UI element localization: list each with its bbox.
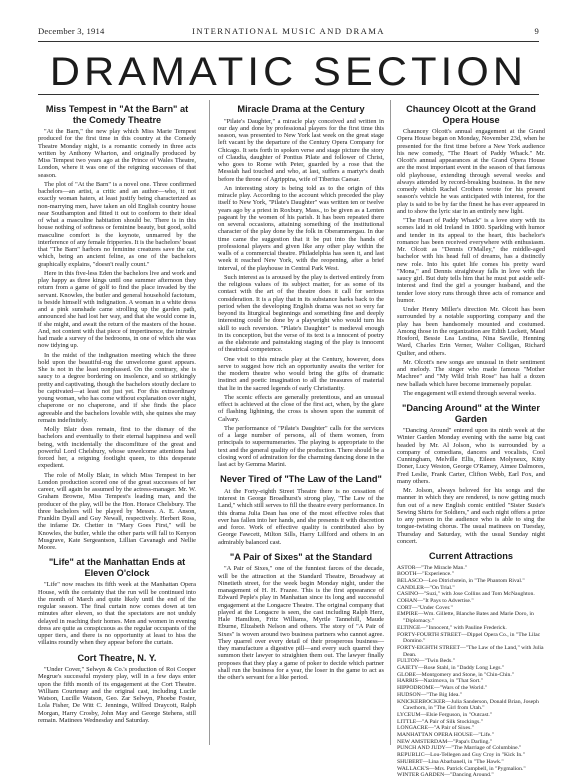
attraction-item: FULTON—"Twin Beds." <box>397 658 545 665</box>
column-divider <box>209 100 210 745</box>
attraction-item: GLOBE—Montgomery and Stone, in "Chin-Chin." <box>397 672 545 679</box>
article-paragraph: Mr. Jolson, always beloved for his songs and the manner in which they are rendered, is now getting much fun out of a new English comic entitled "Sister Susie's Sewing Shirts for Soldiers," and each night offers a prize to any person in the audience who is able to sing the tongue-twisting chorus. The usual matinees on Tuesday, Thursday and Saturday, with the usual Sunday night concert. <box>397 487 545 545</box>
article-paragraph: At the Forty-eighth Street Theatre there is no cessation of interest in George Broadhurst's strong play, "The Law of the Land," which still serves to fill the theatre every performance. In this drama Julia Dean has one of the most effective roles that ever has fallen into her hands, and she presents it with discretion and force. Work of effective quality is contributed also by George Fawcett, Milton Sills, Harry Lillford and others in an admirably balanced cast. <box>218 488 384 546</box>
column-left <box>38 100 196 749</box>
issue-date: December 3, 1914 <box>38 26 104 36</box>
attraction-item: HARRIS—Nazimova, in "That Sort." <box>397 678 545 685</box>
article-paragraph: "Under Cover," Selwyn & Co.'s production of Roi Cooper Megrue's successful mystery play, will in a few days enter upon the fifth month of its engagement at the Cort Theatre. William Courtenay and the original cast, including Lucile Watson, Lucille Watson, Geo. Zar Selwyn, Phoebe Foster, Lola Fisher, De Witt C. Jennings, Wilfred Draycott, Ralph Morgan, Harry Crosby, John May and George Stehens, still remain. Matinees Wednesday and Saturday. <box>38 666 196 724</box>
attraction-item: LONGACRE—"A Pair of Sixes." <box>397 725 545 732</box>
article-headline: Chauncey Olcott at the Grand Opera House <box>397 104 545 125</box>
attraction-item: CORT—"Under Cover." <box>397 605 545 612</box>
attraction-item: SHUBERT—Lina Abarbanell, in "The Hawk." <box>397 759 545 766</box>
attraction-item: KNICKERBOCKER—Julia Sanderson, Donald Brian, Joseph Cawthorn, in "The Girl from Utah." <box>397 699 545 712</box>
article-paragraph: Under Henry Miller's direction Mr. Olcott has been surrounded by a notable supporting company and the play has been handsomely mounted and costumed. Among those in the organization are Edith Luckett, Maud Hosford, Bessie Lea Lestina, Nina Saville, Henning Ward, Charles Erin Verner, Walter Colligan, Richard Quilter, and others. <box>397 306 545 357</box>
attraction-item: REPUBLIC—Lou-Tellegen and Guy Croy in "Kick In." <box>397 752 545 759</box>
attraction-item: PUNCH AND JUDY—"The Marriage of Columbine." <box>397 745 545 752</box>
attraction-item: GAIETY—Rose Stahl, in "Daddy Long Legs." <box>397 665 545 672</box>
attraction-item: WALLACK'S—Mrs. Patrick Campbell, in "Pygmalion." <box>397 766 545 773</box>
article-headline: Cort Theatre, N. Y. <box>38 653 196 664</box>
article-headline: "Dancing Around" at the Winter Garden <box>397 403 545 424</box>
article <box>218 104 384 468</box>
running-header <box>38 26 539 42</box>
attraction-item: LYCEUM—Elsie Ferguson, in "Outcast." <box>397 712 545 719</box>
article-headline: "Life" at the Manhattan Ends at Eleven O'clock <box>38 557 196 578</box>
attraction-item: FORTY-EIGHTH STREET—"The Law of the Land," with Julia Dean. <box>397 645 545 658</box>
article <box>38 104 196 551</box>
attraction-item: CANDLER—"On Trial." <box>397 585 545 592</box>
attraction-item: ELTINGE—"Innocent," with Pauline Frederick. <box>397 625 545 632</box>
article-paragraph: One visit to this miracle play at the Century, however, does serve to suggest how rich an opportunity awaits the writer for the modern theatre who would bring the gifts of dramatic instinct and poetic imagination to all the treasures of material that lie in the sacred legends of early Christianity. <box>218 356 384 392</box>
attraction-item: BOOTH—"Experience." <box>397 571 545 578</box>
attraction-item: COHAN—"It Pays to Advertise." <box>397 598 545 605</box>
attraction-item: EMPIRE—Wm. Gillette, Blanche Bates and Marie Doro, in "Diplomacy." <box>397 611 545 624</box>
attraction-item: BELASCO—Leo Ditrichstein, in "The Phantom Rival." <box>397 578 545 585</box>
article-paragraph: Here in this five-less Eden the bachelors live and work and play happy as three kings until one summer afternoon they return from a game of golf to find the place invaded by the servant. Knowles, the butler and general household factotum, is beside himself with indignation. A woman in a white dress and a pink sunshade came strolling up the garden path, announced she had lost her way, and that she would come in, if she might, and await the return of the masters of the house. And, not content with that piece of impertinence, the intruder had made a survey of the bedrooms, in one of which she was now tidying up. <box>38 270 196 350</box>
article-paragraph: "The Heart of Paddy Whack" is a love story with its scenes laid in old Ireland in 1800. Sparkling with humor and tender in its appeal to the heart, this bachelor's romance has been received everywhere with enthusiasm. Mr. Olcott as "Dennis O'Malley," the middle-aged bachelor with his head full of dreams, has a distinctly new role. Into his quiet life comes his pretty ward "Mona," and Dennis straightway falls in love with the saucy girl. But duty tells him that he must put aside self-interest and find the girl a younger husband, and the tender love story runs through three acts of romance and humor. <box>397 217 545 304</box>
attraction-item: HUDSON—"The Big Idea." <box>397 692 545 699</box>
article <box>38 557 196 646</box>
article-paragraph: "Pilate's Daughter," a miracle play conceived and written in our day and done by professional players for the first time this season, was presented to New York last week on the great stage left vacant by the departure of the Century Opera Company for Chicago. It sets forth in spoken verse and stage picture the story of Claudia, daughter of Pontius Pilate and follower of Christ, who goes to Rome with Peter, guarded by a rose that the Messiah had touched and who, at last, suffers a martyr's death before the throne of Agrippina, wife of Tiberius Caesar. <box>218 118 384 183</box>
column-divider <box>390 100 391 745</box>
article-paragraph: "Life" now reaches its fifth week at the Manhattan Opera House, with the certainty that the run will be continued into the month of March and quite likely until the end of the regular season. The final curtain now comes down at ten minutes after eleven, so that the spectators are not unduly delayed in reaching their homes. Men and women in evening dress are quite as conspicuous as the regular occupants of the upper tiers, and there is no opportunity at least to hiss the villains roundly when they appear before the curtain. <box>38 581 196 646</box>
article-paragraph: Such interest as is aroused by the play is derived entirely from the religious values of its subject matter, for as some of its contact with the art of the theatre does it call for serious consideration. It is a play that in its substance harks back to the period when the developing English drama was not so very far beyond its liturgical beginnings and something fine and deeply interesting could be done by a playwright who would turn his skill to such reversion. "Pilate's Daughter" is medieval enough in its conception, but the verse of its text is a innocent of poetry as the elaborate and painstaking staging of the play is innocent of theatrical competence. <box>218 274 384 354</box>
article-paragraph: The plot of "At the Barn" is a novel one. Three confirmed bachelors—an artist, a critic and an author—who, it not exactly woman haters, at least justify being characterized as non-marrying men, have taken an old English country house near Southampton and fitted it out to conform to their ideal of what a masculine habitation should be. There is in this house nothing of softness or feminine beauty, but good, solid masculine comfort is the keynote, unmarred by the interference of any female fripperies. It is the bachelors' boast that "The Barn" harbors no feminine creatures save the cat, which, being an ancient feline, as one of the bachelors graphically explains, "doesn't really count." <box>38 181 196 268</box>
attraction-item: NEW AMSTERDAM—"Papa's Darling." <box>397 739 545 746</box>
article <box>38 653 196 725</box>
article-paragraph: "A Pair of Sixes," one of the funniest farces of the decade, will be the attraction at the Standard Theatre, Broadway at Ninetieth street, for the week begin Monday night, under the management of H. H. Frazee. This is the first appearance of Edward Peple's play in Manhattan since its long and successful engagement at the Longacre Theatre. The original company that played at the Longacre is seen, the cast including Ralph Herz, Hale Hamilton, Fritz Williams, Myrtle Tannehill, Maude Eburne, Elizabeth Nelson and others. The story of "A Pair of Sixes" is woven around two business partners who cannot agree. They quarrel over every detail of their prosperous business—they manufacture a digestive pill—and every such quarrel they summon their lawyer to straighten them out. The lawyer finally proposes that they play a game of poker to decide which partner shall run the business for a year, the loser in the game to act as the other's servant for a like period. <box>218 565 384 681</box>
article-paragraph: "Dancing Around" entered upon its ninth week at the Winter Garden Monday evening with the same big cast headed by Mr. Al Jolson, who is surrounded by a company of comedians, dancers and vocalists, Cool Cunningham, Melville Ellis, Eileen Molyneux, Kitty Doner, Lucy Weston, George O'Ramey, Aimee Dalmores, Fred Leslie, Frank Carter, Clifton Webb, Earl Fox, and many others. <box>397 427 545 485</box>
article-paragraph: "At the Barn," the new play which Miss Marie Tempest produced for the first time in this country at the Comedy Theatre Monday night, is a romantic comedy in three acts written by Anthony Wharton, and originally produced by Miss Tempest two years ago at the Prince of Wales Theatre, London, where it was one of the reigning successes of that season. <box>38 128 196 179</box>
attraction-item: WINTER GARDEN—"Dancing Around." <box>397 772 545 779</box>
article <box>218 552 384 682</box>
article-paragraph: Molly Blair does remain, first to the dismay of the bachelors and eventually to their eternal happiness and well being, with incidentally the discomfiture of the great and powerful Lord Chelsbury, whose unwelcome attentions had forced her, a reigning footlight queen, to this desperate expedient. <box>38 426 196 470</box>
article <box>218 474 384 546</box>
article-paragraph: An interesting story is being told as to the origin of this miracle play. According to the account which preceded the play itself to New York, "Pilate's Daughter" was written ten or twelve years ago by a priest in Roxbury, Mass., to be given as a Lenten pageant by the women of his parish. It has been repeated there on several occasions, attaining something of the institutional character of the play done by the folk in Oberammergau. In due time came the suggestion that it be put into the hands of professional players and given like any other play within the walls of a commercial theatre. Philadelphia has seen it, and last week it reached New York, with the reopening, after a brief interval, of the playhouse in Central Park West. <box>218 185 384 272</box>
article-headline: Current Attractions <box>397 551 545 562</box>
title-rule <box>38 94 539 95</box>
attraction-item: MANHATTAN OPERA HOUSE—"Life." <box>397 732 545 739</box>
attraction-item: CASINO—"Suzi," with Jose Collins and Tom McNaughton. <box>397 591 545 598</box>
header-rule <box>38 41 539 42</box>
attraction-item: ASTOR—"The Miracle Man." <box>397 565 545 572</box>
attraction-item: LITTLE—"A Pair of Silk Stockings." <box>397 719 545 726</box>
attraction-item: FORTY-FOURTH STREET—Dippel Opera Co., in "The Lilac Domino." <box>397 632 545 645</box>
article-headline: "A Pair of Sixes" at the Standard <box>218 552 384 563</box>
article-paragraph: In the midst of the indignation meeting which the three hold upon the beautiful-rug the unwelcome guest appears. She is not in the least nonplussed. On the contrary, she is saucy to a degree bordering on insolence, and so strikingly pretty and captivating, though the bachelors stoutly declare to be captivated—at least not just yet. For this extraordinary young woman, who has come without explanation over night, chaperone or no chaperone, and if she finds the place agreeable and the bachelors lovable with, she quines she may remain indefinitely. <box>38 352 196 425</box>
attractions-list <box>397 565 545 779</box>
article <box>397 551 545 779</box>
article-paragraph: The engagement will extend through several weeks. <box>397 390 545 397</box>
section-title: DRAMATIC SECTION <box>28 51 549 93</box>
article-headline: Never Tired of "The Law of the Land" <box>218 474 384 485</box>
article-headline: Miracle Drama at the Century <box>218 104 384 115</box>
article-paragraph: Mr. Olcott's new songs are unusual in their sentiment and melody. The singer who made famous "Mother Machree" and "My Wild Irish Rose" has half a dozen new ballads which have become immensely popular. <box>397 359 545 388</box>
page-number: 9 <box>535 26 540 36</box>
attraction-item: HIPPODROME—"Wars of the World." <box>397 685 545 692</box>
article-paragraph: The scenic effects are generally pretentious, and an unusual effect is achieved at the close of the first act, when, by the glare of flashing lightning, the cross is shown upon the summit of Calvary. <box>218 394 384 423</box>
article-headline: Miss Tempest in "At the Barn" at the Comedy Theatre <box>38 104 196 125</box>
article <box>397 104 545 397</box>
article-paragraph: Chauncey Olcott's annual engagement at the Grand Opera House began on Monday, November 23d, when he presented for the first time before a New York audience his new comedy, "The Heart of Paddy Whack." Mr. Olcott's annual appearances at the Grand Opera House are the most important event in the season of that famous old playhouse, extending through several weeks and always attended by record-breaking business. In the new comedy which Rachel Crothers wrote for his present season's vehicle he was anticipated with interest, for the play is said to be by far the finest he has ever appeared in and to show the lyric star in an entirely new light. <box>397 128 545 215</box>
article-paragraph: The performance of "Pilate's Daughter" calls for the services of a large number of persons, all of them women, from principals to supernumeraries. The playing is appropriate to the text and the general quality of the production. There should be a closing word of admiration for the charming dancing done in the last act by Gemma Marini. <box>218 425 384 469</box>
column-middle <box>218 100 384 749</box>
article-paragraph: The role of Molly Blair, in which Miss Tempest in her London production scored one of the great successes of her career, will again be assumed by the actress-manager. Mr. W. Graham Browne, Miss Tempest's leading man, and the producer of the play, will be the Hon. Horace Chelsbury. The three bachelors will be played by Messrs. A. E. Anson, Franklin Dyall and Guy Newall, respectively. Herbert Ross, the infame Dr. Chetter in "Mary Goes First," will be Knowles, the butler, while the other parts will fall to Kenyon Musgrave, Kate Sergeantson, Lillian Cavanagh and Nellie Moore. <box>38 472 196 552</box>
publication-name: INTERNATIONAL MUSIC AND DRAMA <box>38 26 539 36</box>
column-right <box>397 100 545 749</box>
article <box>397 403 545 545</box>
